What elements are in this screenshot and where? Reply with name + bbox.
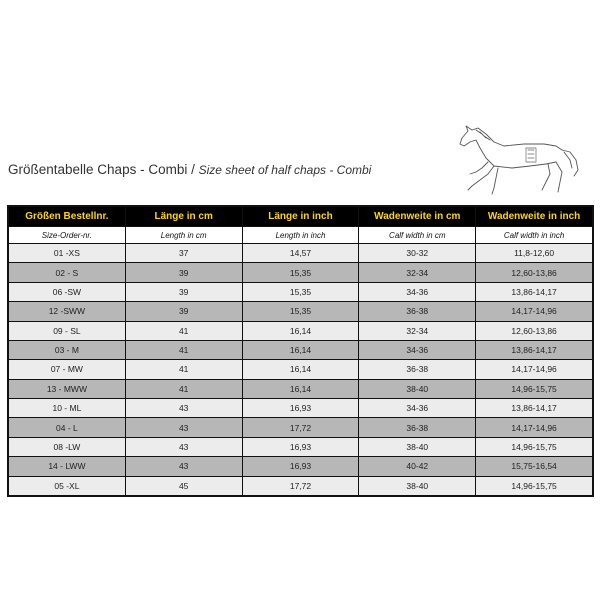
table-cell: 12 -SWW — [9, 302, 125, 320]
table-row — [9, 341, 592, 359]
table-row — [9, 438, 592, 456]
table-cell: 14,17-14,96 — [476, 302, 592, 320]
size-table-frame — [7, 205, 594, 497]
table-cell: 41 — [126, 360, 242, 378]
table-cell: 16,93 — [243, 399, 359, 417]
table-cell: 32-34 — [359, 322, 475, 340]
table-row — [9, 477, 592, 496]
table-cell: 36-38 — [359, 302, 475, 320]
table-cell: 36-38 — [359, 360, 475, 378]
column-header: Länge in cm — [126, 207, 242, 226]
table-cell: 43 — [126, 399, 242, 417]
table-cell: 06 -SW — [9, 283, 125, 301]
table-cell: 16,14 — [243, 341, 359, 359]
table-cell: 41 — [126, 322, 242, 340]
table-cell: 39 — [126, 302, 242, 320]
table-cell: 15,35 — [243, 263, 359, 281]
table-cell: 17,72 — [243, 418, 359, 436]
table-row — [9, 399, 592, 417]
table-cell: 43 — [126, 438, 242, 456]
table-cell: 38-40 — [359, 438, 475, 456]
table-row — [9, 244, 592, 262]
table-cell: 32-34 — [359, 263, 475, 281]
table-row — [9, 418, 592, 436]
table-cell: 40-42 — [359, 457, 475, 475]
column-subheader: Length in inch — [243, 227, 359, 243]
table-cell: 36-38 — [359, 418, 475, 436]
table-cell: 10 - ML — [9, 399, 125, 417]
table-cell: 13,86-14,17 — [476, 399, 592, 417]
table-cell: 38-40 — [359, 477, 475, 496]
table-row — [9, 322, 592, 340]
table-cell: 30-32 — [359, 244, 475, 262]
table-cell: 13,86-14,17 — [476, 341, 592, 359]
size-table — [8, 206, 593, 496]
table-row — [9, 283, 592, 301]
table-cell: 01 -XS — [9, 244, 125, 262]
page-title — [8, 162, 371, 177]
table-cell: 14,17-14,96 — [476, 360, 592, 378]
column-subheader: Length in cm — [126, 227, 242, 243]
table-cell: 37 — [126, 244, 242, 262]
table-body — [9, 244, 592, 495]
table-cell: 02 - S — [9, 263, 125, 281]
table-cell: 07 - MW — [9, 360, 125, 378]
table-cell: 12,60-13,86 — [476, 263, 592, 281]
table-cell: 11,8-12,60 — [476, 244, 592, 262]
table-cell: 15,35 — [243, 302, 359, 320]
table-cell: 14 - LWW — [9, 457, 125, 475]
table-cell: 43 — [126, 457, 242, 475]
table-row — [9, 457, 592, 475]
title-english: Size sheet of half chaps - Combi — [198, 163, 372, 177]
table-row — [9, 302, 592, 320]
table-cell: 16,14 — [243, 380, 359, 398]
table-cell: 16,14 — [243, 360, 359, 378]
table-cell: 14,96-15,75 — [476, 438, 592, 456]
table-cell: 34-36 — [359, 399, 475, 417]
table-cell: 38-40 — [359, 380, 475, 398]
table-cell: 39 — [126, 283, 242, 301]
table-cell: 13 - MWW — [9, 380, 125, 398]
table-cell: 12,60-13,86 — [476, 322, 592, 340]
table-cell: 43 — [126, 418, 242, 436]
table-cell: 03 - M — [9, 341, 125, 359]
table-cell: 16,93 — [243, 457, 359, 475]
table-cell: 09 - SL — [9, 322, 125, 340]
header-row — [9, 207, 592, 226]
table-cell: 05 -XL — [9, 477, 125, 496]
subheader-row — [9, 227, 592, 243]
column-subheader: Calf width in inch — [476, 227, 592, 243]
horse-icon — [458, 118, 586, 196]
table-row — [9, 380, 592, 398]
table-cell: 08 -LW — [9, 438, 125, 456]
table-cell: 39 — [126, 263, 242, 281]
table-cell: 13,86-14,17 — [476, 283, 592, 301]
table-cell: 41 — [126, 380, 242, 398]
table-cell: 14,57 — [243, 244, 359, 262]
column-header: Wadenweite in cm — [359, 207, 475, 226]
table-cell: 41 — [126, 341, 242, 359]
table-cell: 34-36 — [359, 341, 475, 359]
table-cell: 15,75-16,54 — [476, 457, 592, 475]
column-header: Wadenweite in inch — [476, 207, 592, 226]
column-subheader: Calf width in cm — [359, 227, 475, 243]
column-header: Länge in inch — [243, 207, 359, 226]
table-cell: 15,35 — [243, 283, 359, 301]
title-german: Größentabelle Chaps - Combi / — [8, 162, 199, 177]
table-cell: 17,72 — [243, 477, 359, 496]
column-subheader: Size-Order-nr. — [9, 227, 125, 243]
table-row — [9, 263, 592, 281]
table-cell: 34-36 — [359, 283, 475, 301]
table-cell: 16,14 — [243, 322, 359, 340]
table-cell: 14,96-15,75 — [476, 477, 592, 496]
table-cell: 16,93 — [243, 438, 359, 456]
table-cell: 14,17-14,96 — [476, 418, 592, 436]
table-cell: 04 - L — [9, 418, 125, 436]
table-cell: 45 — [126, 477, 242, 496]
table-row — [9, 360, 592, 378]
table-cell: 14,96-15,75 — [476, 380, 592, 398]
column-header: Größen Bestellnr. — [9, 207, 125, 226]
